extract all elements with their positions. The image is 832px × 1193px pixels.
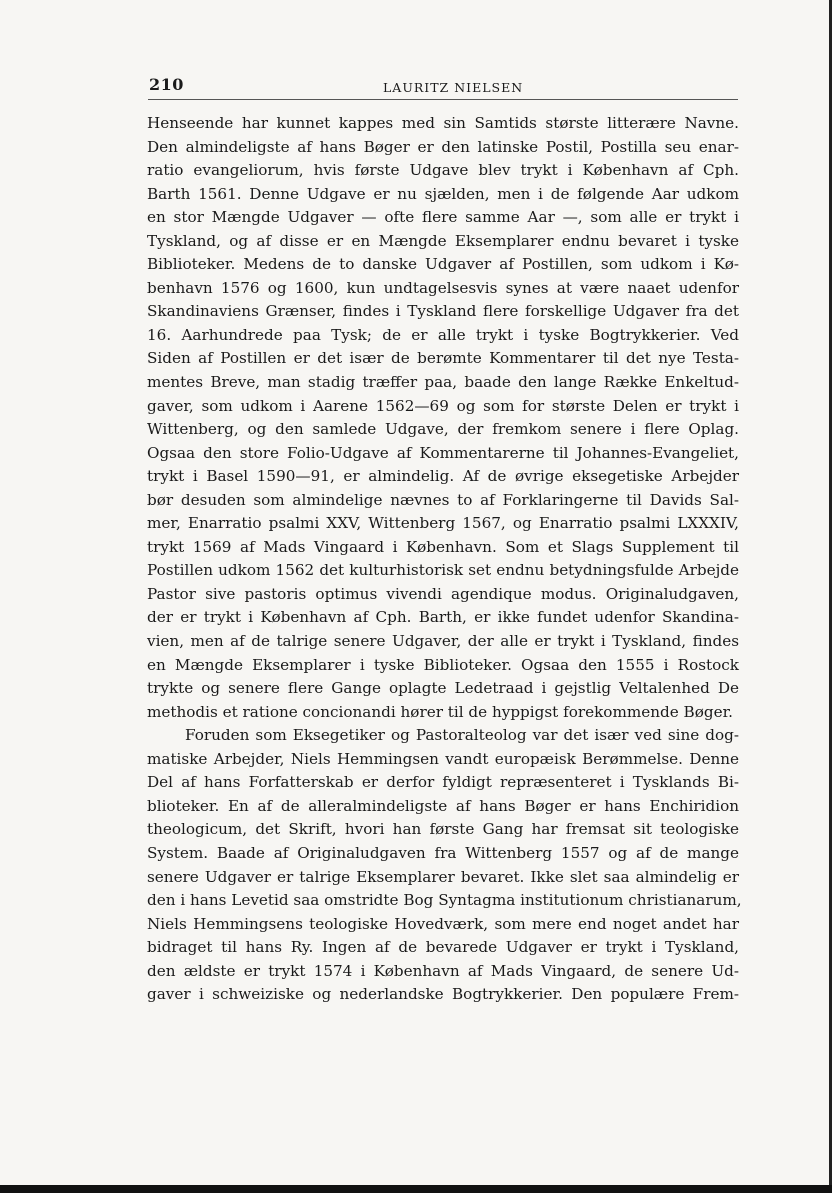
text-segment: Skandinaviens Grænser, findes i Tyskland flere forskellige Udgaver fra det — [147, 302, 739, 321]
text-segment: gaver i schweiziske og nederlandske Bogtrykkerier. Den populære Frem- — [147, 985, 739, 1004]
italic-title: De — [717, 679, 739, 698]
header-rule — [148, 99, 738, 100]
text-segment: trykt 1569 af Mads Vingaard i København. Som et Slags Supplement til — [147, 537, 739, 556]
italic-title: Postilla seu enar- — [600, 137, 739, 156]
italic-title: Enchiridion — [649, 796, 739, 815]
text-line — [147, 677, 739, 701]
text-segment: Wittenberg, og den samlede Udgave, der fremkom senere i flere Oplag. — [147, 420, 739, 439]
text-line — [147, 230, 739, 254]
text-line — [147, 842, 739, 866]
text-line — [147, 795, 739, 819]
text-segment: der er trykt i København af Cph. Barth, er ikke fundet udenfor Skandina- — [147, 608, 739, 627]
text-line — [147, 701, 739, 725]
text-line — [147, 112, 739, 136]
text-line — [147, 936, 739, 960]
text-segment: en stor Mængde Udgaver — ofte flere samme Aar —, som alle er trykt i — [147, 208, 739, 227]
text-line — [147, 395, 739, 419]
text-segment: mer, — [147, 514, 188, 533]
text-line — [147, 324, 739, 348]
text-line — [147, 442, 739, 466]
text-line — [147, 465, 739, 489]
text-line — [147, 818, 739, 842]
italic-title: ratio evangeliorum, — [147, 161, 304, 180]
text-line — [147, 748, 739, 772]
text-segment: Ogsaa den store Folio-Udgave af Kommentarerne til Johannes-Evangeliet, — [147, 443, 739, 462]
text-segment: Henseende har kunnet kappes med sin Samtids største litterære Navne. — [147, 114, 739, 132]
text-segment: den i hans Levetid saa omstridte Bog — [147, 891, 439, 910]
text-segment: System. Baade af Originaludgaven fra Wittenberg 1557 og af de mange — [147, 843, 739, 862]
text-segment: Foruden som Eksegetiker og Pastoralteolog var det især ved sine dog- — [185, 726, 739, 745]
text-line — [147, 536, 739, 560]
text-line — [147, 630, 739, 654]
text-segment: Barth 1561. Denne Udgave er nu sjælden, men i de følgende Aar udkom — [147, 184, 739, 203]
text-segment: hvis første Udgave blev trykt i København af Cph. — [303, 161, 739, 180]
text-segment: en Mængde Eksemplarer i tyske Biblioteker. Ogsaa den 1555 i Rostock — [147, 655, 739, 674]
text-segment: Originaludgaven, — [596, 584, 739, 603]
text-segment: Den almindeligste af hans Bøger er den latinske Postil, — [147, 137, 601, 156]
text-line — [147, 489, 739, 513]
text-line — [147, 253, 739, 277]
text-segment: matiske Arbejder, Niels Hemmingsen vandt europæisk Berømmelse. Denne — [147, 749, 739, 768]
italic-title: Enarratio psalmi XXV, — [187, 514, 362, 533]
text-line — [147, 606, 739, 630]
text-line — [147, 159, 739, 183]
text-segment: hører til de hyppigst forekommende Bøger. — [395, 702, 733, 721]
text-line — [147, 913, 739, 937]
text-line — [147, 347, 739, 371]
text-line — [147, 724, 739, 748]
text-segment: den ældste er trykt 1574 i København af Mads Vingaard, de senere Ud- — [147, 961, 739, 980]
text-line — [147, 771, 739, 795]
text-segment: blioteker. En af de alleralmindeligste af hans Bøger er hans — [147, 796, 650, 815]
text-line — [147, 512, 739, 536]
text-segment: mentes Breve, man stadig træffer paa, baade den lange Række Enkeltud- — [147, 373, 739, 392]
text-line — [147, 277, 739, 301]
text-line — [147, 654, 739, 678]
text-line — [147, 183, 739, 207]
text-segment: Siden af Postillen er det især de berømte Kommentarer til det nye Testa- — [147, 349, 739, 368]
text-segment: trykt i Basel 1590—91, er almindelig. Af de øvrige eksegetiske Arbejder — [147, 467, 739, 486]
page-number: 210 — [149, 75, 184, 94]
text-segment: trykte og senere flere Gange oplagte Ledetraad i gejstlig Veltalenhed — [147, 679, 718, 698]
text-segment: bør desuden som almindelige nævnes to af Forklaringerne til Davids Sal- — [147, 490, 739, 509]
text-line — [147, 371, 739, 395]
text-line — [147, 866, 739, 890]
text-segment: Postillen udkom 1562 det kulturhistorisk set endnu betydningsfulde Arbejde — [147, 561, 739, 580]
text-segment: Niels Hemmingsens teologiske Hovedværk, som mere end noget andet har — [147, 914, 739, 933]
text-line — [147, 983, 739, 1007]
text-segment: senere Udgaver er talrige Eksemplarer bevaret. Ikke slet saa almindelig er — [147, 867, 739, 886]
text-segment: Biblioteker. Medens de to danske Udgaver af Postillen, som udkom i Kø- — [147, 255, 739, 274]
text-line — [147, 583, 739, 607]
text-segment: Tyskland, og af disse er en Mængde Eksemplarer endnu bevaret i tyske — [147, 231, 739, 250]
text-segment: gaver, som udkom i Aarene 1562—69 og som for største Delen er trykt i — [147, 396, 739, 415]
italic-title: theologicum, — [147, 820, 248, 839]
italic-title: Pastor sive pastoris optimus vivendi agendique modus. — [147, 584, 597, 603]
text-segment: benhavn 1576 og 1600, kun undtagelsesvis synes at være naaet udenfor — [147, 278, 739, 297]
text-segment: det Skrift, hvori han første Gang har fremsat sit teologiske — [247, 820, 739, 839]
text-segment: vien, men af de talrige senere Udgaver, der alle er trykt i Tyskland, findes — [147, 632, 739, 651]
body-text — [147, 112, 742, 1007]
scan-bottom-edge — [0, 1185, 832, 1193]
text-segment: bidraget til hans Ry. Ingen af de bevarede Udgaver er trykt i Tyskland, — [147, 938, 739, 957]
text-line — [147, 136, 739, 160]
text-line — [147, 960, 739, 984]
italic-title: Syntagma institutionum christianarum, — [438, 891, 742, 910]
text-segment: 16. Aarhundrede paa Tysk; de er alle trykt i tyske Bogtrykkerier. Ved — [147, 325, 739, 344]
text-line — [147, 300, 739, 324]
running-head: LAURITZ NIELSEN — [383, 80, 524, 95]
text-line — [147, 889, 742, 913]
text-line — [147, 206, 739, 230]
text-line — [147, 559, 739, 583]
text-segment: Wittenberg 1567, og — [361, 514, 539, 533]
text-segment: Del af hans Forfatterskab er derfor fyldigt repræsenteret i Tysklands Bi- — [147, 773, 739, 792]
italic-title: Enarratio psalmi LXXXIV, — [538, 514, 739, 533]
text-line — [147, 418, 739, 442]
italic-title: methodis et ratione concionandi — [147, 702, 396, 721]
